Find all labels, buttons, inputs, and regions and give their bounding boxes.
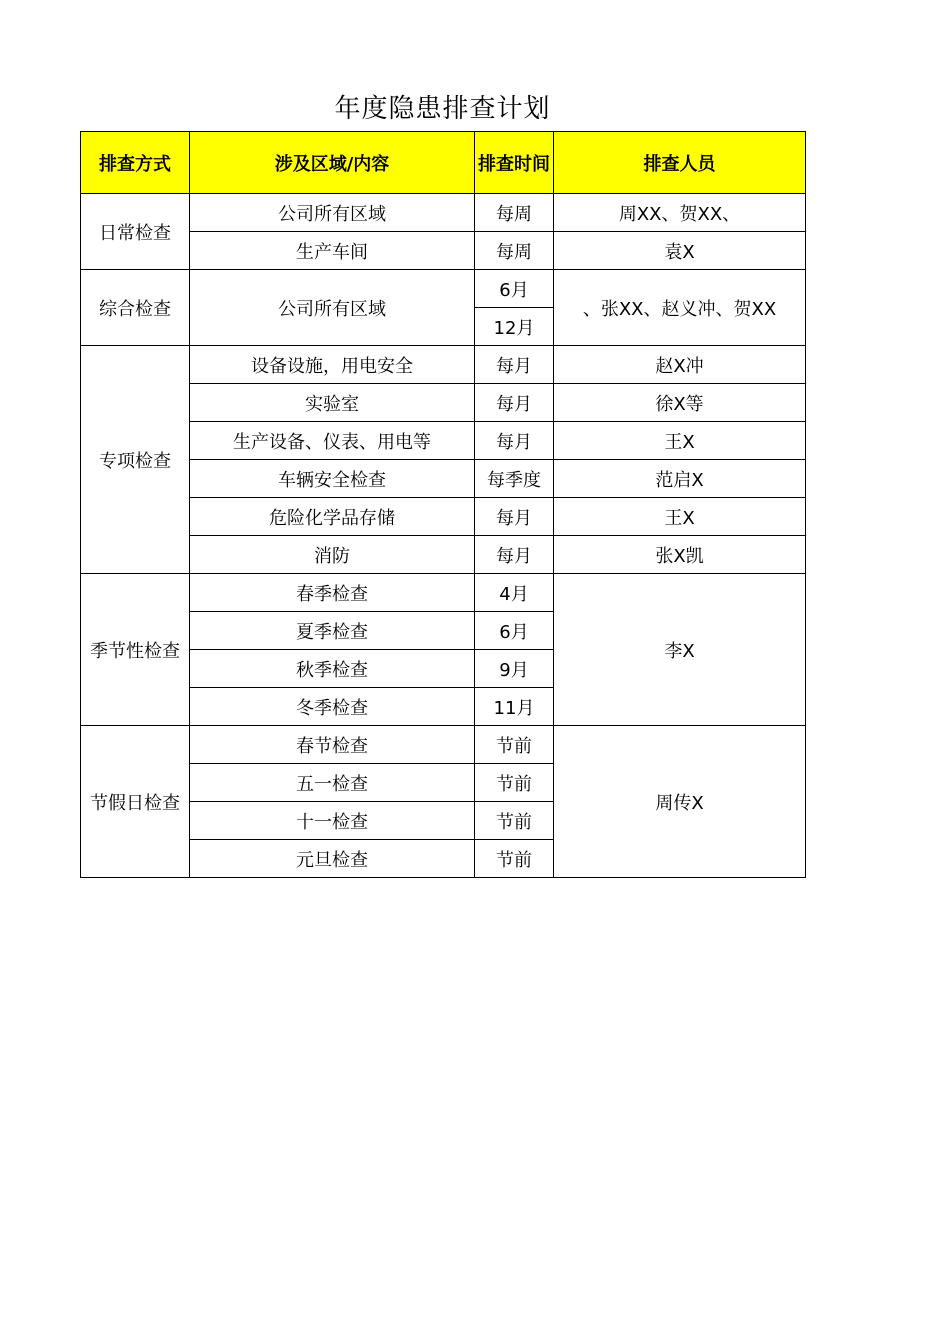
- time-cell: 每月: [475, 422, 554, 460]
- table-row: [81, 498, 806, 536]
- people-cell: 范启X: [554, 460, 806, 498]
- table-row: [81, 194, 806, 232]
- inspection-plan-table: [80, 131, 806, 878]
- people-cell: 徐X等: [554, 384, 806, 422]
- content-cell: 春季检查: [190, 574, 475, 612]
- page-title: 年度隐患排查计划: [334, 94, 551, 124]
- method-cell: 专项检查: [81, 346, 190, 574]
- time-cell: 每周: [475, 194, 554, 232]
- header-time: 排查时间: [475, 132, 554, 194]
- time-cell: 节前: [475, 802, 554, 840]
- time-cell: 节前: [475, 726, 554, 764]
- people-cell: 袁X: [554, 232, 806, 270]
- content-cell: 公司所有区域: [190, 194, 475, 232]
- time-cell: 11月: [475, 688, 554, 726]
- people-cell: 王X: [554, 498, 806, 536]
- table-row: [81, 270, 806, 308]
- content-cell: 五一检查: [190, 764, 475, 802]
- people-cell: 王X: [554, 422, 806, 460]
- content-cell: 夏季检查: [190, 612, 475, 650]
- content-cell: 生产车间: [190, 232, 475, 270]
- time-cell: 每月: [475, 498, 554, 536]
- time-cell: 9月: [475, 650, 554, 688]
- content-cell: 十一检查: [190, 802, 475, 840]
- content-cell: 消防: [190, 536, 475, 574]
- time-cell: 6月: [475, 612, 554, 650]
- table-row: [81, 460, 806, 498]
- method-cell: 季节性检查: [81, 574, 190, 726]
- method-cell: 日常检查: [81, 194, 190, 270]
- table-row: [81, 574, 806, 612]
- time-cell: 每月: [475, 536, 554, 574]
- method-cell: 综合检查: [81, 270, 190, 346]
- content-cell: 秋季检查: [190, 650, 475, 688]
- table-row: [81, 384, 806, 422]
- table-row: [81, 726, 806, 764]
- time-cell: 每月: [475, 384, 554, 422]
- content-cell: 危险化学品存储: [190, 498, 475, 536]
- content-cell: 设备设施，用电安全: [190, 346, 475, 384]
- time-cell: 节前: [475, 764, 554, 802]
- people-cell: 周传X: [554, 726, 806, 878]
- content-cell: 实验室: [190, 384, 475, 422]
- table-row: [81, 422, 806, 460]
- table-row: [81, 346, 806, 384]
- content-cell: 元旦检查: [190, 840, 475, 878]
- table-row: [81, 536, 806, 574]
- header-method: 排查方式: [81, 132, 190, 194]
- content-cell: 冬季检查: [190, 688, 475, 726]
- header-people: 排查人员: [554, 132, 806, 194]
- content-cell: 车辆安全检查: [190, 460, 475, 498]
- method-cell: 节假日检查: [81, 726, 190, 878]
- time-cell: 每周: [475, 232, 554, 270]
- people-cell: 、张XX、赵义冲、贺XX: [554, 270, 806, 346]
- people-cell: 李X: [554, 574, 806, 726]
- time-cell: 节前: [475, 840, 554, 878]
- header-content: 涉及区域/内容: [190, 132, 475, 194]
- time-cell: 4月: [475, 574, 554, 612]
- content-cell: 春节检查: [190, 726, 475, 764]
- people-cell: 张X凯: [554, 536, 806, 574]
- time-cell: 每月: [475, 346, 554, 384]
- time-cell: 12月: [475, 308, 554, 346]
- time-cell: 6月: [475, 270, 554, 308]
- table-row: [81, 232, 806, 270]
- content-cell: 公司所有区域: [190, 270, 475, 346]
- time-cell: 每季度: [475, 460, 554, 498]
- people-cell: 周XX、贺XX、: [554, 194, 806, 232]
- content-cell: 生产设备、仪表、用电等: [190, 422, 475, 460]
- people-cell: 赵X冲: [554, 346, 806, 384]
- table-header-row: [81, 132, 806, 194]
